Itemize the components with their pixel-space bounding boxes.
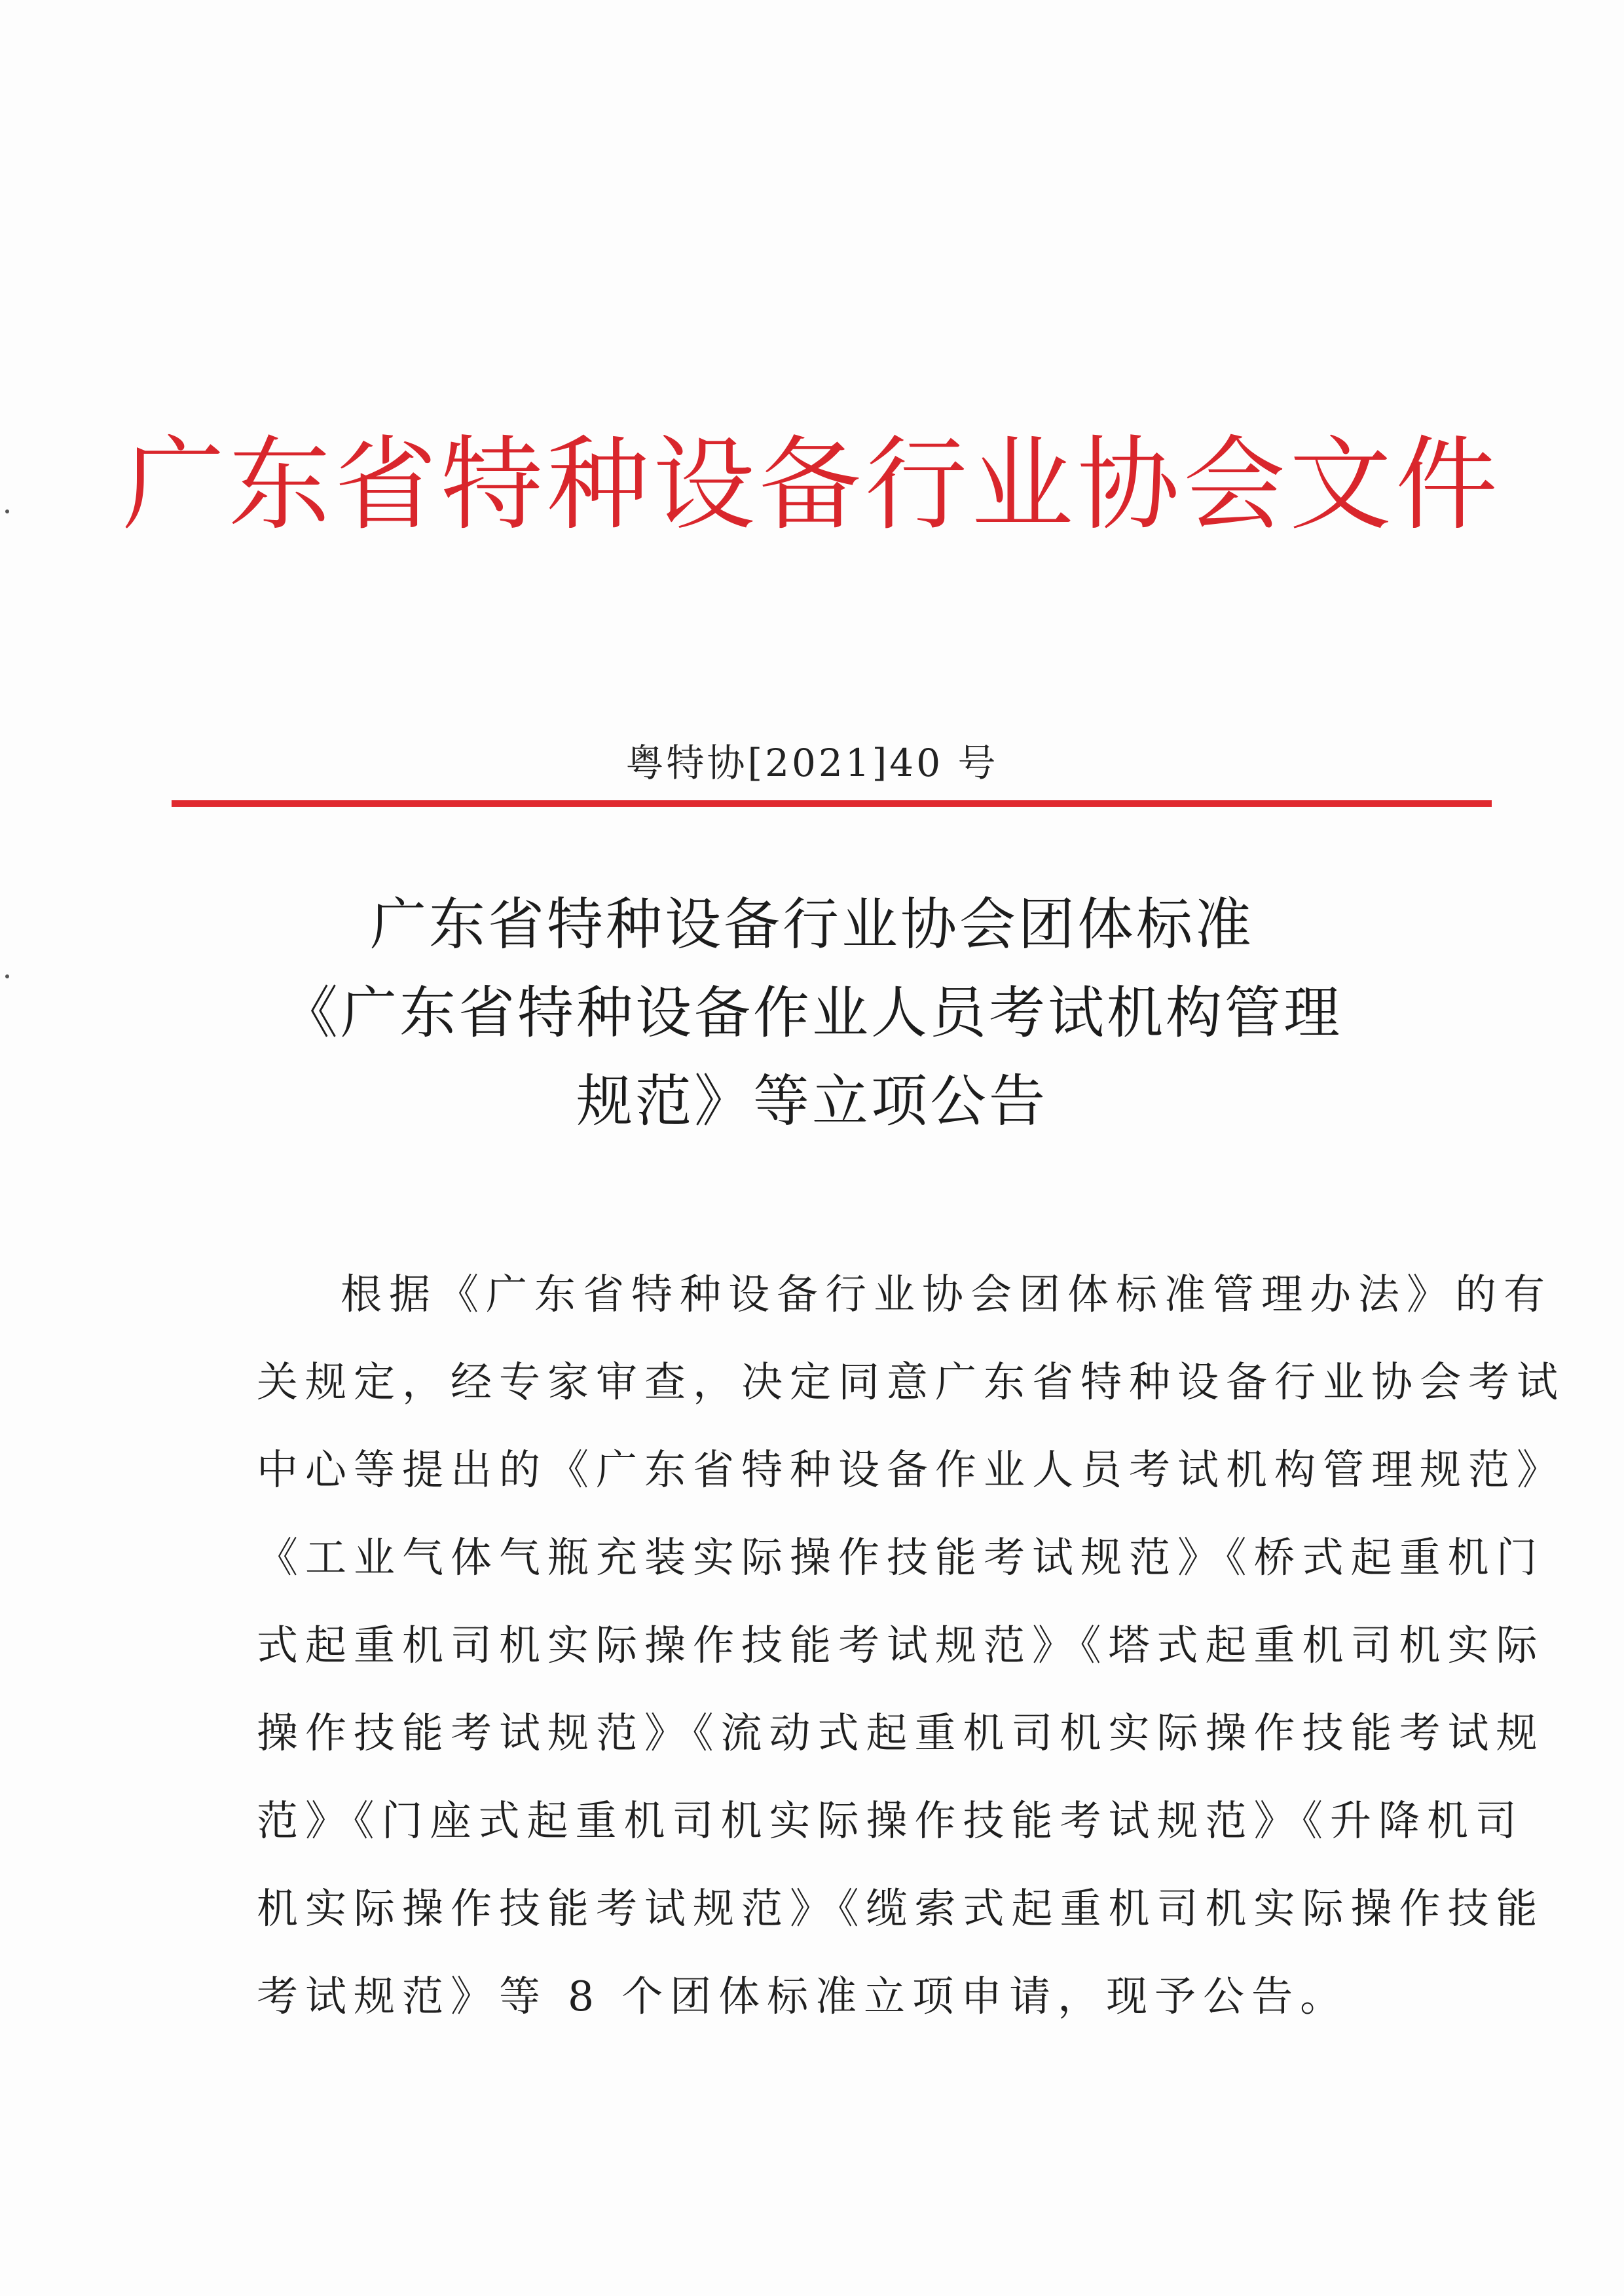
body-line: 考试规范》等 8 个团体标准立项申请，现予公告。: [257, 1972, 1349, 2020]
body-line: 关规定，经专家审查，决定同意广东省特种设备行业协会考试: [257, 1358, 1565, 1406]
body-line: 范》《门座式起重机司机实际操作技能考试规范》《升降机司: [257, 1797, 1524, 1845]
body-line: 机实际操作技能考试规范》《缆索式起重机司机实际操作技能: [257, 1885, 1545, 1933]
body-line: 根据《广东省特种设备行业协会团体标准管理办法》的有: [341, 1270, 1552, 1318]
body-line: 操作技能考试规范》《流动式起重机司机实际操作技能考试规: [257, 1709, 1545, 1757]
title-line: 广东省特种设备行业协会团体标准: [370, 892, 1254, 957]
document-number: 粤特协[2021]40 号: [625, 741, 999, 785]
red-divider: [172, 800, 1492, 807]
announcement-body: [257, 1251, 1565, 2041]
body-line: 式起重机司机实际操作技能考试规范》《塔式起重机司机实际: [257, 1621, 1545, 1669]
scan-speck: [5, 974, 9, 978]
announcement-title: [196, 881, 1428, 1146]
body-line: 中心等提出的《广东省特种设备作业人员考试机构管理规范》: [257, 1446, 1565, 1494]
issuer-title: 广东省特种设备行业协会文件: [122, 425, 1502, 544]
title-line: 规范》等立项公告: [576, 1069, 1048, 1134]
body-line: 《工业气体气瓶充装实际操作技能考试规范》《桥式起重机门: [257, 1534, 1545, 1582]
title-line: 《广东省特种设备作业人员考试机构管理: [282, 980, 1342, 1046]
